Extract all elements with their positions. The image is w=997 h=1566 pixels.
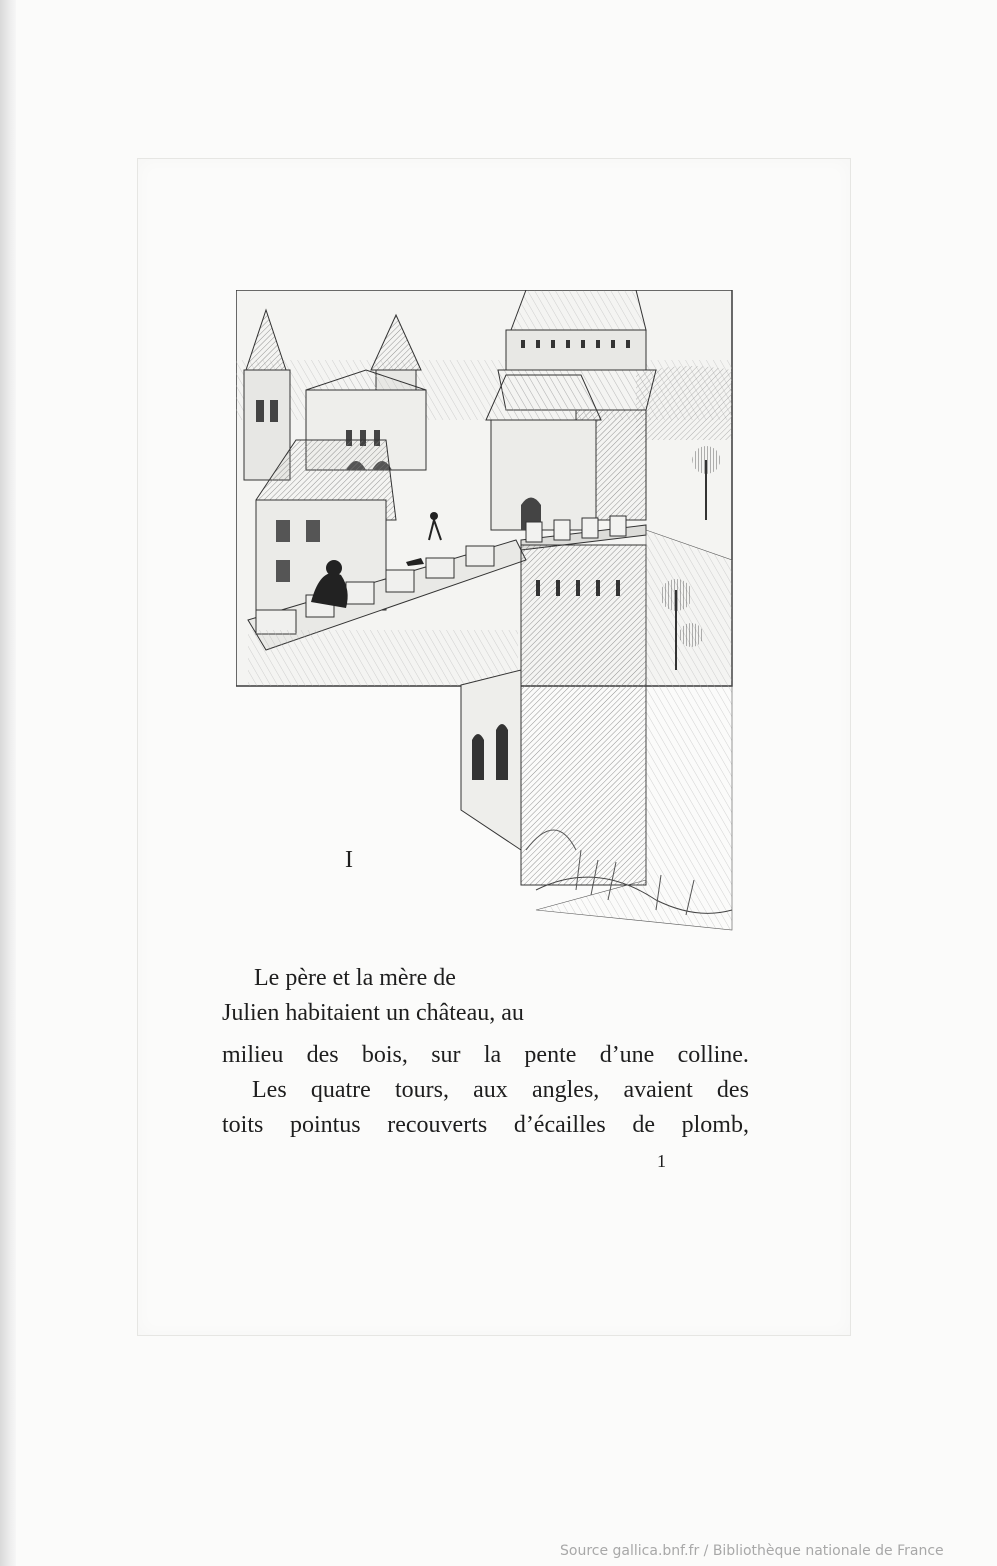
text-line <box>222 1110 749 1140</box>
castle-illustration <box>236 290 736 940</box>
word: quatre <box>310 1077 371 1103</box>
text-line <box>222 1040 749 1070</box>
word: d’une <box>599 1042 655 1068</box>
text-line <box>222 998 524 1028</box>
word: la <box>483 1042 502 1068</box>
word: pente <box>524 1042 577 1068</box>
word: aux <box>473 1077 508 1103</box>
word: colline. <box>677 1042 749 1068</box>
word: Les <box>252 1077 287 1103</box>
text-line <box>254 963 456 993</box>
word: angles, <box>531 1077 600 1103</box>
text-fragment: Julien habitaient un château, au <box>222 1000 524 1026</box>
word: milieu <box>222 1042 284 1068</box>
source-credit: Source gallica.bnf.fr / Bibliothèque nationale de France <box>560 1543 944 1559</box>
word: pointus <box>289 1112 361 1138</box>
word: d’écailles <box>513 1112 606 1138</box>
word: plomb, <box>681 1112 749 1138</box>
binding-edge <box>0 0 16 1566</box>
word: tours, <box>394 1077 449 1103</box>
word: des <box>716 1077 749 1103</box>
word: toits <box>222 1112 264 1138</box>
text-line <box>252 1075 749 1105</box>
word: sur <box>431 1042 461 1068</box>
word: de <box>632 1112 656 1138</box>
word: avaient <box>623 1077 693 1103</box>
chapter-numeral: I <box>345 847 353 873</box>
word: bois, <box>361 1042 408 1068</box>
page-number: 1 <box>657 1151 666 1171</box>
text-fragment: Le père et la mère de <box>254 965 456 991</box>
word: des <box>306 1042 339 1068</box>
word: recouverts <box>387 1112 488 1138</box>
